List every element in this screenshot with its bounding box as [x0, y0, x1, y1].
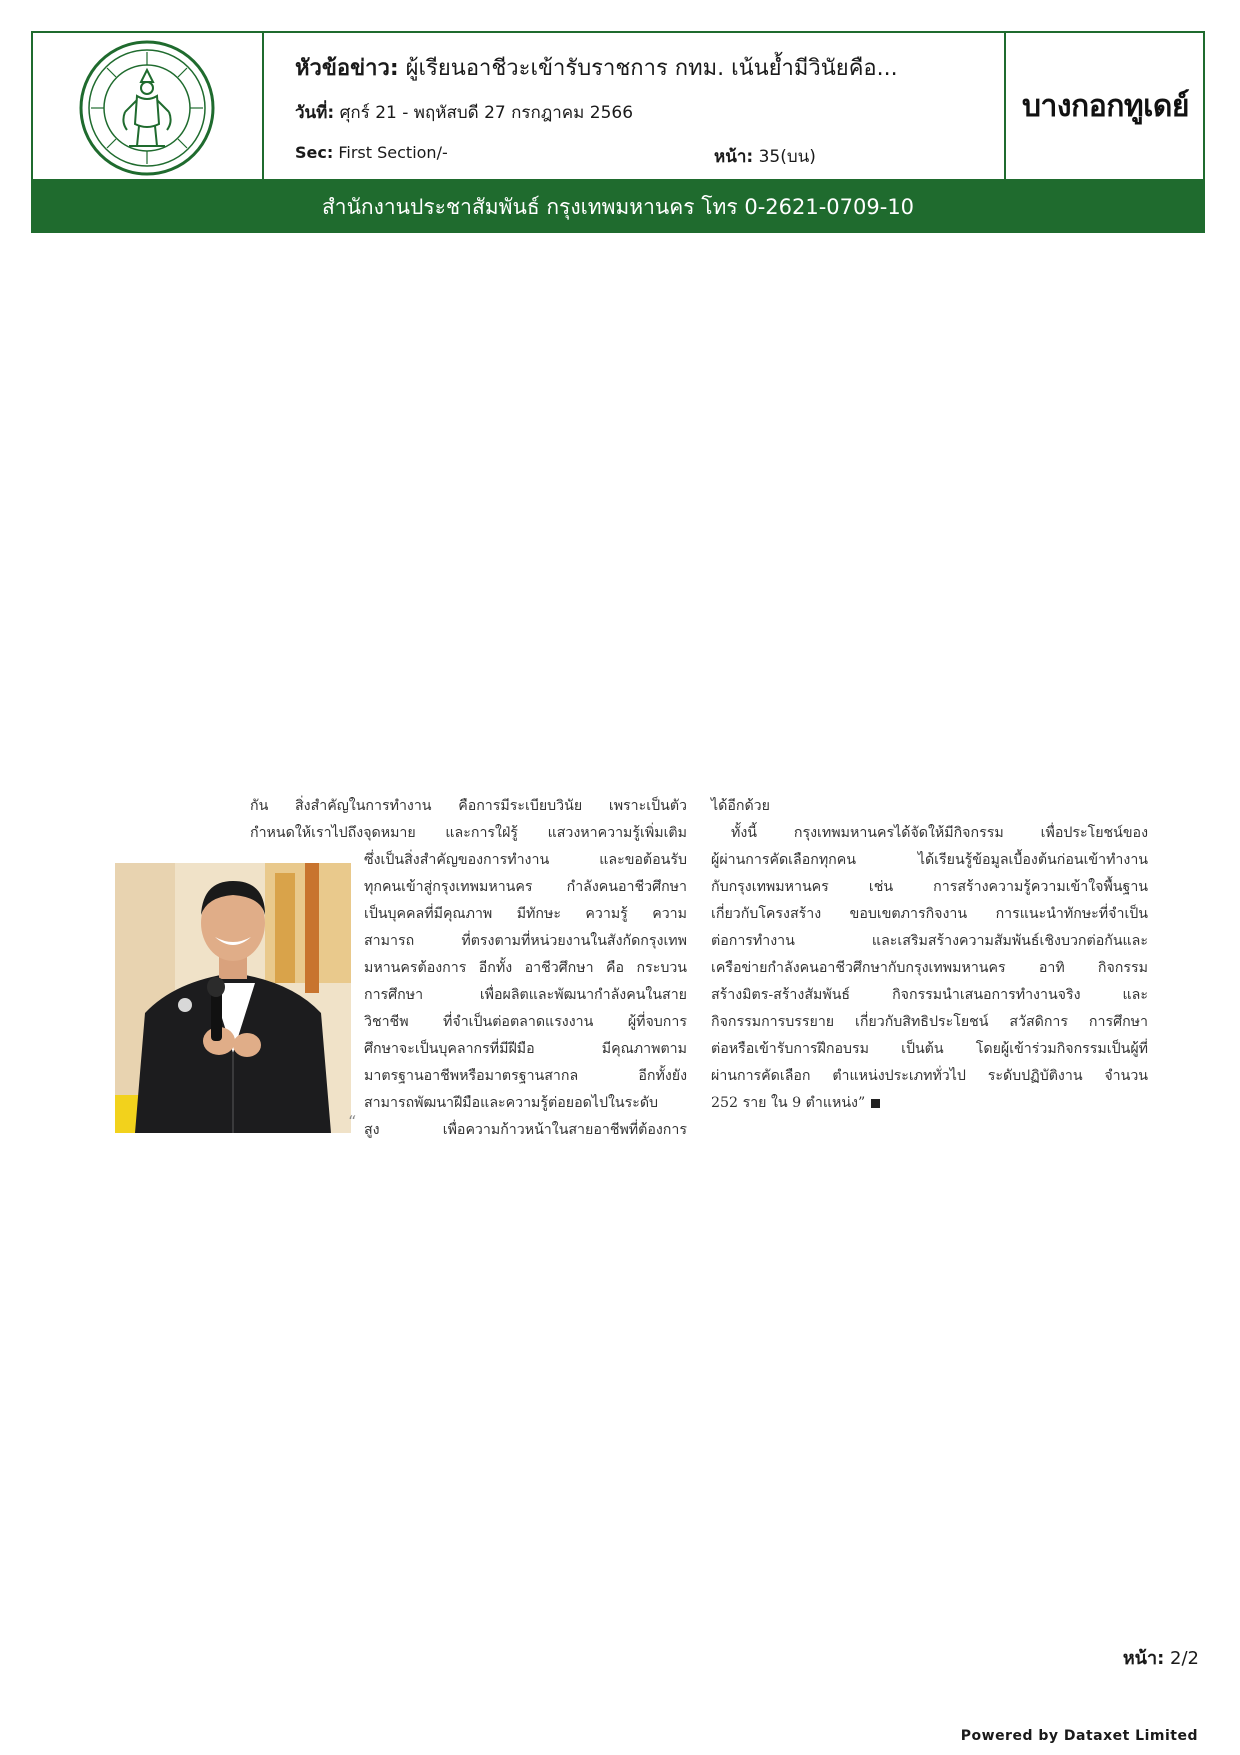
article-last-line	[711, 1090, 1148, 1117]
article-line: ทุกคนเข้าสู่กรุงเทพมหานคร กำลังคนอาชีวศึกษา	[364, 879, 687, 895]
article-line: สร้างมิตร-สร้างสัมพันธ์ กิจกรรมนำเสนอการทำงานจริง และ	[711, 987, 1148, 1003]
date-label: วันที่:	[295, 103, 335, 123]
headline-text: ผู้เรียนอาชีวะเข้ารับราชการ กทม. เน้นย้ำมีวินัยคือ...	[405, 56, 898, 81]
article-line: ผู้ผ่านการคัดเลือกทุกคน ได้เรียนรู้ข้อมูลเบื้องต้นก่อนเข้าทำงาน	[711, 852, 1148, 868]
article-line: ต่อหรือเข้ารับการฝึกอบรม เป็นต้น โดยผู้เข้าร่วมกิจกรรมเป็นผู้ที่	[711, 1041, 1148, 1057]
speaker-photo	[115, 863, 351, 1133]
photo-quote-mark: “	[348, 1112, 357, 1131]
section-label: Sec:	[295, 143, 334, 162]
article-line: มหานครต้องการ อีกทั้ง อาชีวศึกษา คือ กระบวน	[364, 960, 687, 976]
bangkok-seal-logo	[77, 38, 217, 178]
article-line: มาตรฐานอาชีพหรือมาตรฐานสากล อีกทั้งยัง	[364, 1068, 687, 1084]
section-row	[295, 143, 448, 162]
article-line: เป็นบุคคลที่มีคุณภาพ มีทักษะ ความรู้ ความ	[364, 906, 687, 922]
date-text: ศุกร์ 21 - พฤหัสบดี 27 กรกฎาคม 2566	[339, 103, 634, 123]
article-line: กับกรุงเทพมหานคร เช่น การสร้างความรู้ความเข้าใจพื้นฐาน	[711, 879, 1148, 895]
date-row	[295, 99, 633, 126]
powered-by: Powered by Dataxet Limited	[960, 1728, 1198, 1744]
article-photo	[115, 863, 351, 1133]
article-line: สูง เพื่อความก้าวหน้าในสายอาชีพที่ต้องการ	[364, 1122, 687, 1138]
info-cell	[264, 33, 1006, 179]
article-line: ทั้งนี้ กรุงเทพมหานครได้จัดให้มีกิจกรรม เพื่อประโยชน์ของ	[731, 825, 1148, 841]
article-line: กิจกรรมการบรรยาย เกี่ยวกับสิทธิประโยชน์ สวัสดิการ การศึกษา	[711, 1014, 1148, 1030]
article-line: กำหนดให้เราไปถึงจุดหมาย และการใฝ่รู้ แสวงหาความรู้เพิ่มเติม	[250, 825, 687, 841]
page-ref-text: 35(บน)	[758, 147, 816, 167]
article-line: การศึกษา เพื่อผลิตและพัฒนากำลังคนในสาย	[364, 987, 687, 1003]
page-number-label: หน้า:	[1122, 1648, 1165, 1669]
page-ref-label: หน้า:	[714, 147, 754, 167]
page-number-value: 2/2	[1170, 1648, 1199, 1669]
article-line: ซึ่งเป็นสิ่งสำคัญของการทำงาน และขอต้อนรับ	[364, 852, 687, 868]
end-of-article-mark	[871, 1099, 880, 1108]
article-line: เครือข่ายกำลังคนอาชีวศึกษากับกรุงเทพมหานคร อาทิ กิจกรรม	[711, 960, 1148, 976]
article-line: ได้อีกด้วย	[711, 798, 770, 814]
article-line: สามารถพัฒนาฝีมือและความรู้ต่อยอดไปในระดับ	[364, 1095, 659, 1111]
page-ref-row	[714, 143, 816, 170]
article-line: ศึกษาจะเป็นบุคลากรที่มีฝีมือ มีคุณภาพตาม	[364, 1041, 687, 1057]
publication-cell	[1006, 33, 1205, 179]
article-line: กัน สิ่งสำคัญในการทำงาน คือการมีระเบียบวินัย เพราะเป็นตัว	[250, 798, 687, 814]
headline-row	[295, 50, 898, 85]
logo-cell	[33, 33, 264, 179]
page-number	[1123, 1643, 1199, 1672]
article-line: 252 ราย ใน 9 ตำแหน่ง”	[711, 1095, 866, 1111]
office-banner-text: สำนักงานประชาสัมพันธ์ กรุงเทพมหานคร โทร 0-2621-0709-10	[321, 194, 915, 219]
article-line: สามารถ ที่ตรงตามที่หน่วยงานในสังกัดกรุงเทพ	[364, 933, 687, 949]
article-line: วิชาชีพ ที่จำเป็นต่อตลาดแรงงาน ผู้ที่จบการ	[364, 1014, 687, 1030]
office-banner	[31, 181, 1205, 233]
headline-label: หัวข้อข่าว:	[295, 56, 399, 81]
article-line: ผ่านการคัดเลือก ตำแหน่งประเภททั่วไป ระดับปฏิบัติงาน จำนวน	[711, 1068, 1148, 1084]
article-right	[711, 793, 1148, 1117]
article-left-top	[250, 793, 687, 847]
article-line: เกี่ยวกับโครงสร้าง ขอบเขตภารกิจงาน การแนะนำทักษะที่จำเป็น	[711, 906, 1148, 922]
header-box	[31, 31, 1205, 181]
publication-name: บางกอกทูเดย์	[1022, 88, 1189, 124]
article-line: ต่อการทำงาน และเสริมสร้างความสัมพันธ์เชิงบวกต่อกันและ	[711, 933, 1148, 949]
section-text: First Section/-	[338, 143, 448, 162]
article-left-body	[364, 847, 687, 1144]
